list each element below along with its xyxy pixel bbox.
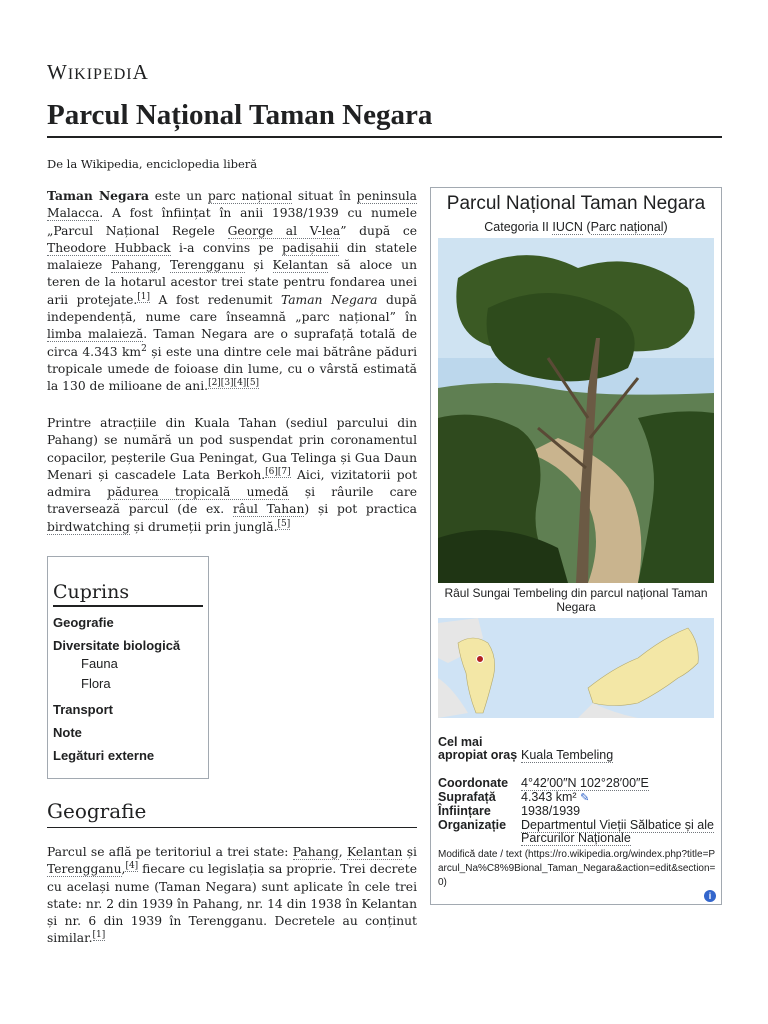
text: . A fost înființat în anii 1938/1939 cu numele „Parcul Național Regele (47, 206, 417, 238)
link-hubback[interactable]: Theodore Hubback (47, 240, 171, 255)
text: Categoria II (484, 220, 553, 234)
text: , (338, 845, 347, 859)
text: din statele malaieze (47, 240, 417, 273)
infobox-category (431, 220, 721, 234)
reference-links[interactable]: [2][3][4][5] (208, 378, 260, 389)
row-value (521, 749, 716, 762)
link-peninsula-malacca[interactable]: peninsula Malacca (47, 189, 418, 221)
link-iucn[interactable]: IUCN (552, 220, 583, 234)
link-george[interactable]: George al V-lea (227, 223, 341, 238)
section-heading-geografie: Geografie (47, 797, 417, 828)
text: și este una dintre cele mai bătrâne păduri tropicale umede de foioase din lume, cu o vârstă estimată la 130 de milioane de ani. (47, 344, 417, 394)
text: ” după ce (340, 223, 418, 238)
wikipedia-wordmark[interactable] (47, 60, 149, 85)
text: situat în (292, 189, 357, 203)
text: ) și pot practica (304, 502, 417, 517)
photo-caption: Râul Sungai Tembeling din parcul național Taman Negara (444, 586, 708, 614)
geography-paragraph (47, 844, 417, 948)
tagline: De la Wikipedia, enciclopedia liberă (47, 157, 258, 171)
text: după independență, nume care înseamnă „parc național” în (47, 292, 417, 325)
text-italic: Taman Negara (280, 292, 378, 307)
intro-paragraph (47, 187, 417, 396)
link-birdwatching[interactable]: birdwatching (47, 519, 130, 534)
link-organizatie[interactable]: Departmentul Vieții Sălbatice și ale Parcurilor Naționale (521, 818, 714, 845)
toc-item-transport[interactable]: Transport (53, 702, 113, 717)
link-limba-malaieza[interactable]: limba malaieză (47, 327, 144, 342)
text: și (244, 258, 273, 273)
row-label: Suprafață (438, 790, 496, 804)
toc-item-diversitate[interactable]: Diversitate biologică (53, 638, 181, 653)
toc-title: Cuprins (53, 557, 203, 607)
reference-link[interactable]: [1] (92, 930, 106, 941)
text: Printre atracțiile din Kuala Tahan (sediul parcului din Pahang) se numără un pod suspendat prin coronamentul copacilor, peșterile Gua Peningat, Gua Telinga și Gua Daun Menari și cascadele Lata Berkoh. (47, 416, 417, 482)
link-kelantan[interactable]: Kelantan (272, 258, 329, 273)
text: , (121, 862, 126, 877)
link-kuala-tembeling[interactable]: Kuala Tembeling (521, 748, 614, 762)
wordmark-middle: IKIPEDI (67, 66, 133, 83)
text: , (157, 258, 171, 273)
info-icon[interactable]: i (704, 890, 716, 902)
row-value (521, 819, 716, 845)
link-padisahii[interactable]: padișahii (282, 240, 339, 255)
text: ) (663, 220, 668, 234)
text: și (402, 845, 417, 859)
row-value: 1938/1939 (521, 804, 581, 818)
link-terengganu[interactable]: Terengganu (170, 258, 245, 273)
attractions-paragraph (47, 415, 417, 536)
edit-data-link[interactable]: Modifică date / text (https://ro.wikipedia.org/windex.php?title=Parcul_Na%C8%9Bional_Taman_Negara&action=edit&section=0) (438, 849, 716, 888)
row-label: Cel mai apropiat oraș (438, 735, 518, 762)
wordmark-last: A (132, 60, 149, 84)
text: Parcul se află pe teritoriul a trei state: (47, 845, 293, 859)
text: să aloce un teren de la hotarul acestor trei state pentru fondarea unei arii protejate. (47, 258, 417, 307)
text: i-a convins pe (170, 240, 283, 255)
reference-links[interactable]: [6][7] (265, 466, 291, 477)
row-label: Coordonate (438, 776, 509, 790)
toc-item-flora[interactable]: Flora (81, 676, 111, 691)
toc-item-note[interactable]: Note (53, 725, 82, 740)
location-map[interactable] (438, 618, 714, 718)
link-parc-national[interactable]: parc național (207, 189, 293, 203)
text: și râurile care traversează parcul (de ex. (47, 485, 417, 517)
link-coordinates[interactable]: 4°42′00″N 102°28′00″E (521, 776, 649, 790)
toc-item-geografie[interactable]: Geografie (53, 615, 114, 630)
text: . Taman Negara are o suprafață totală de circa 4.343 km (47, 327, 417, 359)
link-parc-national[interactable]: Parc național (590, 220, 664, 234)
infobox (430, 187, 722, 905)
reference-link[interactable]: [4] (125, 861, 139, 872)
link-padurea-tropicala[interactable]: pădurea tropicală umedă (107, 485, 289, 500)
text: Aici, vizitatorii pot admira (47, 467, 418, 500)
infobox-title: Parcul Național Taman Negara (446, 193, 706, 214)
reference-link[interactable]: [5] (277, 518, 291, 529)
text: ( (582, 220, 591, 234)
link-pahang[interactable]: Pahang (292, 845, 339, 859)
page-title: Parcul Național Taman Negara (47, 96, 722, 138)
toc-item-legaturi[interactable]: Legături externe (53, 748, 155, 763)
park-photo[interactable] (438, 238, 714, 583)
pencil-icon[interactable]: ✎ (580, 792, 590, 804)
text: fiecare cu legislația sa proprie. Trei decrete cu același nume (Taman Negara) sunt aplicate în cele trei state: nr. 2 din 1939 în Pahang, nr. 14 din 1938 în Kelantan și nr. 6 din 1939 în Terengganu. Decretele au conținut similar. (47, 862, 417, 946)
row-value (521, 777, 716, 790)
text: 4.343 km² (521, 790, 577, 804)
link-pahang[interactable]: Pahang (111, 258, 158, 273)
reference-link[interactable]: [1] (137, 291, 151, 302)
table-of-contents (47, 556, 209, 779)
toc-item-fauna[interactable]: Fauna (81, 656, 118, 671)
text: și drumeții prin junglă. (129, 519, 278, 534)
link-terengganu[interactable]: Terengganu (47, 862, 122, 877)
text: este un (149, 189, 208, 203)
text: A fost redenumit (150, 292, 281, 307)
row-value (521, 791, 716, 805)
row-label: Înființare (438, 804, 491, 818)
link-kelantan[interactable]: Kelantan (346, 845, 403, 859)
wordmark-first: W (47, 60, 68, 84)
link-raul-tahan[interactable]: râul Tahan (232, 502, 305, 517)
row-label: Organizație (438, 818, 507, 832)
article-subject: Taman Negara (47, 188, 150, 203)
superscript: 2 (141, 343, 147, 354)
